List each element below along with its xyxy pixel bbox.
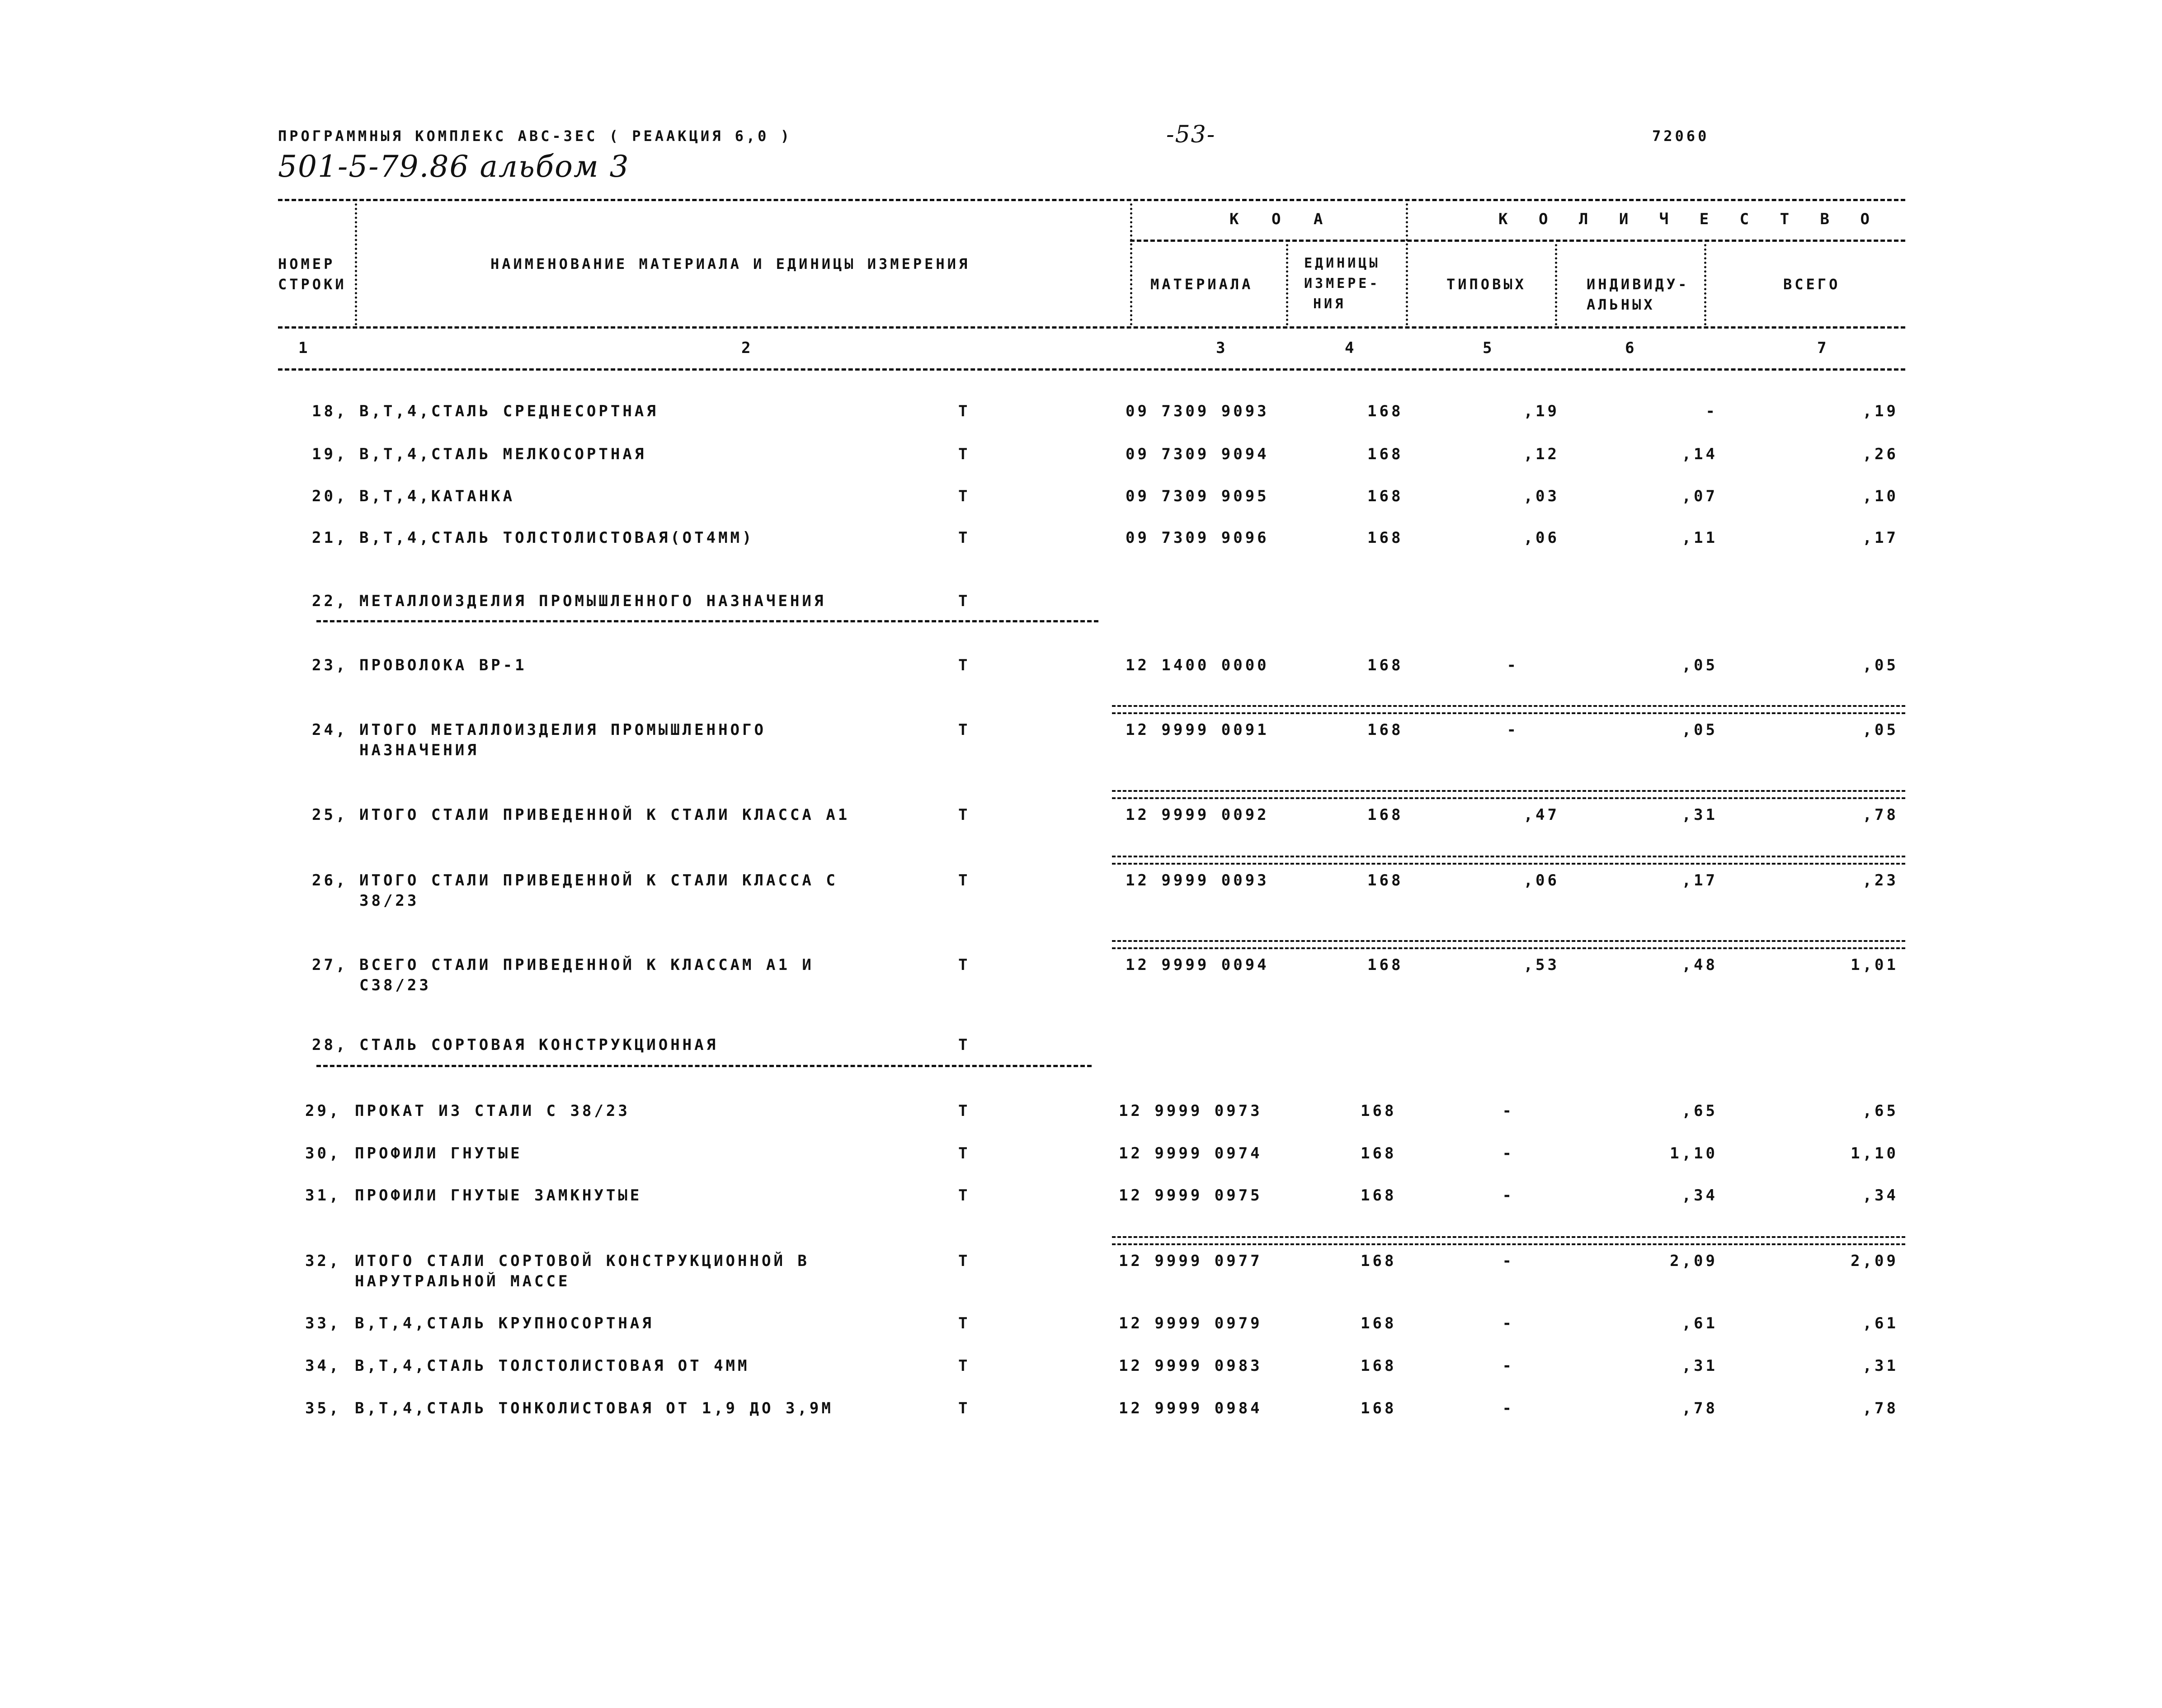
individual-qty: -	[1705, 402, 1718, 420]
total-qty: ,61	[1862, 1314, 1898, 1332]
typical-qty: ,47	[1523, 806, 1559, 824]
unit-code: 168	[1361, 1102, 1397, 1120]
material-code: 12 9999 0974	[1119, 1144, 1262, 1162]
unit-code: 168	[1361, 1314, 1397, 1332]
section-heading: СТАЛЬ СОРТОВАЯ КОНСТРУКЦИОННАЯ	[359, 1036, 719, 1054]
material-name-cont: С38/23	[359, 976, 431, 994]
typical-qty: -	[1507, 721, 1519, 739]
header-sub-rule	[1130, 240, 1905, 242]
unit: Т	[958, 529, 970, 547]
material-code: 12 1400 0000	[1126, 656, 1269, 674]
row-number: 25,	[312, 806, 348, 824]
material-name: ПРОФИЛИ ГНУТЫЕ	[355, 1144, 523, 1162]
unit: Т	[958, 806, 970, 824]
unit-code: 168	[1361, 1399, 1397, 1417]
material-name-cont: 38/23	[359, 892, 419, 910]
column-number: 3	[1216, 339, 1228, 357]
individual-qty: ,14	[1682, 445, 1718, 463]
header-bottom-rule	[278, 326, 1905, 329]
material-code: 09 7309 9095	[1126, 487, 1269, 505]
material-code: 09 7309 9094	[1126, 445, 1269, 463]
total-qty: ,78	[1862, 1399, 1898, 1417]
total-header: ВСЕГО	[1783, 276, 1841, 293]
unit: Т	[958, 656, 970, 674]
section-heading: МЕТАЛЛОИЗДЕЛИЯ ПРОМЫШЛЕННОГО НАЗНАЧЕНИЯ	[359, 592, 826, 610]
material-code: 12 9999 0983	[1119, 1357, 1262, 1375]
unit-code: 168	[1361, 1252, 1397, 1270]
individual-qty: ,34	[1682, 1186, 1718, 1205]
row-number: 29,	[305, 1102, 341, 1120]
row-number: 23,	[312, 656, 348, 674]
total-rule	[1112, 1236, 1905, 1245]
unit: Т	[958, 1036, 970, 1054]
unit: Т	[958, 487, 970, 505]
material-name: В,Т,4,КАТАНКА	[359, 487, 515, 505]
material-name: В,Т,4,СТАЛЬ КРУПНОСОРТНАЯ	[355, 1314, 654, 1332]
individual-qty: ,31	[1682, 1357, 1718, 1375]
individual-header-1: ИНДИВИДУ-	[1587, 276, 1690, 293]
total-qty: ,31	[1862, 1357, 1898, 1375]
individual-qty: ,07	[1682, 487, 1718, 505]
row-number: 20,	[312, 487, 348, 505]
row-number: 32,	[305, 1252, 341, 1270]
typical-qty: ,19	[1523, 402, 1559, 420]
row-number: 24,	[312, 721, 348, 739]
row-number: 34,	[305, 1357, 341, 1375]
unit: Т	[958, 1144, 970, 1162]
section-underline	[316, 620, 1098, 622]
column-number: 1	[298, 339, 311, 357]
unit-code: 168	[1367, 871, 1404, 889]
individual-qty: ,48	[1682, 956, 1718, 974]
material-name: ИТОГО СТАЛИ ПРИВЕДЕННОЙ К СТАЛИ КЛАССА А1	[359, 806, 850, 824]
individual-qty: ,65	[1682, 1102, 1718, 1120]
unit: Т	[958, 871, 970, 889]
unit: Т	[958, 1102, 970, 1120]
material-code: 12 9999 0091	[1126, 721, 1269, 739]
material-code: 09 7309 9093	[1126, 402, 1269, 420]
individual-qty: ,61	[1682, 1314, 1718, 1332]
unit: Т	[958, 1314, 970, 1332]
row-number: 19,	[312, 445, 348, 463]
column-number: 7	[1817, 339, 1829, 357]
individual-qty: 1,10	[1670, 1144, 1718, 1162]
total-rule	[1112, 856, 1905, 865]
page-number: -53-	[1166, 121, 1216, 148]
row-number: 27,	[312, 956, 348, 974]
material-name: ИТОГО СТАЛИ СОРТОВОЙ КОНСТРУКЦИОННОЙ В	[355, 1252, 810, 1270]
total-qty: 1,10	[1851, 1144, 1898, 1162]
row-number-label-2: СТРОКИ	[278, 276, 347, 293]
material-name: В,Т,4,СТАЛЬ ТОЛСТОЛИСТОВАЯ(ОТ4ММ)	[359, 529, 754, 547]
material-name-cont: НАРУТРАЛЬНОЙ МАССЕ	[355, 1272, 570, 1290]
unit-code: 168	[1367, 529, 1404, 547]
typical-qty: -	[1502, 1399, 1514, 1417]
typical-qty: -	[1502, 1144, 1514, 1162]
column-number: 6	[1625, 339, 1637, 357]
material-code: 12 9999 0984	[1119, 1399, 1262, 1417]
column-number: 5	[1483, 339, 1495, 357]
row-number: 33,	[305, 1314, 341, 1332]
row-number: 22,	[312, 592, 348, 610]
total-qty: ,05	[1862, 656, 1898, 674]
unit-code: 168	[1367, 806, 1404, 824]
typical-qty: -	[1502, 1314, 1514, 1332]
total-qty: ,34	[1862, 1186, 1898, 1205]
typical-qty: -	[1502, 1357, 1514, 1375]
typical-qty: -	[1502, 1252, 1514, 1270]
col-separator	[1704, 244, 1706, 325]
col-separator	[1555, 244, 1557, 325]
typical-qty: -	[1507, 656, 1519, 674]
total-rule	[1112, 940, 1905, 949]
total-qty: ,26	[1862, 445, 1898, 463]
material-name: В,Т,4,СТАЛЬ СРЕДНЕСОРТНАЯ	[359, 402, 659, 420]
material-name: ВСЕГО СТАЛИ ПРИВЕДЕННОЙ К КЛАССАМ А1 И	[359, 956, 814, 974]
material-code: 12 9999 0977	[1119, 1252, 1262, 1270]
material-code: 12 9999 0093	[1126, 871, 1269, 889]
column-number: 4	[1345, 339, 1357, 357]
total-qty: ,78	[1862, 806, 1898, 824]
individual-qty: ,31	[1682, 806, 1718, 824]
column-number-rule	[278, 368, 1905, 371]
unit-header-2: ИЗМЕРЕ-	[1304, 276, 1380, 292]
handwritten-reference: 501-5-79.86 альбом 3	[278, 149, 630, 184]
individual-qty: 2,09	[1670, 1252, 1718, 1270]
material-name: ПРОКАТ ИЗ СТАЛИ С 38/23	[355, 1102, 630, 1120]
header-top-rule	[278, 199, 1905, 201]
row-number-label: НОМЕР	[278, 255, 335, 273]
row-number: 26,	[312, 871, 348, 889]
total-rule	[1112, 790, 1905, 799]
typical-qty: ,12	[1523, 445, 1559, 463]
unit: Т	[958, 592, 970, 610]
material-code: 12 9999 0975	[1119, 1186, 1262, 1205]
material-code: 12 9999 0973	[1119, 1102, 1262, 1120]
material-name: ИТОГО СТАЛИ ПРИВЕДЕННОЙ К СТАЛИ КЛАССА С	[359, 871, 838, 889]
material-code: 12 9999 0092	[1126, 806, 1269, 824]
typical-qty: ,53	[1523, 956, 1559, 974]
unit: Т	[958, 1186, 970, 1205]
col-separator	[355, 203, 357, 325]
column-number: 2	[741, 339, 754, 357]
row-number: 35,	[305, 1399, 341, 1417]
unit-code: 168	[1361, 1186, 1397, 1205]
doc-number: 72060	[1652, 127, 1710, 145]
unit: Т	[958, 956, 970, 974]
unit-code: 168	[1367, 487, 1404, 505]
individual-header-2: АЛЬНЫХ	[1587, 296, 1655, 313]
unit-code: 168	[1361, 1144, 1397, 1162]
individual-qty: ,11	[1682, 529, 1718, 547]
total-qty: ,05	[1862, 721, 1898, 739]
unit-code: 168	[1367, 956, 1404, 974]
unit-code: 168	[1367, 445, 1404, 463]
row-number: 18,	[312, 402, 348, 420]
unit-header-3: НИЯ	[1313, 296, 1346, 312]
unit-code: 168	[1367, 656, 1404, 674]
col-separator	[1286, 244, 1288, 325]
material-name-header: НАИМЕНОВАНИЕ МАТЕРИАЛА И ЕДИНИЦЫ ИЗМЕРЕНИЯ	[490, 255, 970, 273]
unit: Т	[958, 1399, 970, 1417]
material-name: В,Т,4,СТАЛЬ ТОНКОЛИСТОВАЯ ОТ 1,9 ДО 3,9М	[355, 1399, 834, 1417]
individual-qty: ,05	[1682, 656, 1718, 674]
unit-code: 168	[1361, 1357, 1397, 1375]
unit: Т	[958, 1252, 970, 1270]
total-qty: 1,01	[1851, 956, 1898, 974]
row-number: 30,	[305, 1144, 341, 1162]
material-name: ИТОГО МЕТАЛЛОИЗДЕЛИЯ ПРОМЫШЛЕННОГО	[359, 721, 766, 739]
section-underline	[316, 1065, 1092, 1067]
individual-qty: ,78	[1682, 1399, 1718, 1417]
material-name: В,Т,4,СТАЛЬ ТОЛСТОЛИСТОВАЯ ОТ 4ММ	[355, 1357, 750, 1375]
material-code: 12 9999 0094	[1126, 956, 1269, 974]
code-group-header: К О А	[1229, 210, 1335, 228]
total-rule	[1112, 705, 1905, 714]
material-name-cont: НАЗНАЧЕНИЯ	[359, 741, 479, 759]
total-qty: ,23	[1862, 871, 1898, 889]
row-number: 28,	[312, 1036, 348, 1054]
unit: Т	[958, 445, 970, 463]
row-number: 21,	[312, 529, 348, 547]
total-qty: ,10	[1862, 487, 1898, 505]
unit: Т	[958, 402, 970, 420]
material-name: ПРОФИЛИ ГНУТЫЕ ЗАМКНУТЫЕ	[355, 1186, 642, 1205]
material-name: ПРОВОЛОКА ВР-1	[359, 656, 527, 674]
total-qty: ,17	[1862, 529, 1898, 547]
typical-qty: -	[1502, 1102, 1514, 1120]
typical-header: ТИПОВЫХ	[1446, 276, 1526, 293]
typical-qty: ,03	[1523, 487, 1559, 505]
typical-qty: ,06	[1523, 871, 1559, 889]
total-qty: ,65	[1862, 1102, 1898, 1120]
unit-code: 168	[1367, 721, 1404, 739]
individual-qty: ,17	[1682, 871, 1718, 889]
total-qty: ,19	[1862, 402, 1898, 420]
unit: Т	[958, 721, 970, 739]
program-line: ПРОГРАММНЫЯ КОМПЛЕКС АВС-ЗЕС ( РЕААКЦИЯ 6,0 )	[278, 127, 792, 145]
material-code-header: МАТЕРИАЛА	[1150, 276, 1253, 293]
material-code: 12 9999 0979	[1119, 1314, 1262, 1332]
quantity-group-header: К О Л И Ч Е С Т В О	[1498, 210, 1880, 228]
unit-header-1: ЕДИНИЦЫ	[1304, 255, 1380, 271]
typical-qty: ,06	[1523, 529, 1559, 547]
col-separator	[1130, 203, 1132, 325]
unit: Т	[958, 1357, 970, 1375]
material-code: 09 7309 9096	[1126, 529, 1269, 547]
material-name: В,Т,4,СТАЛЬ МЕЛКОСОРТНАЯ	[359, 445, 647, 463]
typical-qty: -	[1502, 1186, 1514, 1205]
col-separator	[1406, 203, 1408, 325]
row-number: 31,	[305, 1186, 341, 1205]
total-qty: 2,09	[1851, 1252, 1898, 1270]
individual-qty: ,05	[1682, 721, 1718, 739]
unit-code: 168	[1367, 402, 1404, 420]
